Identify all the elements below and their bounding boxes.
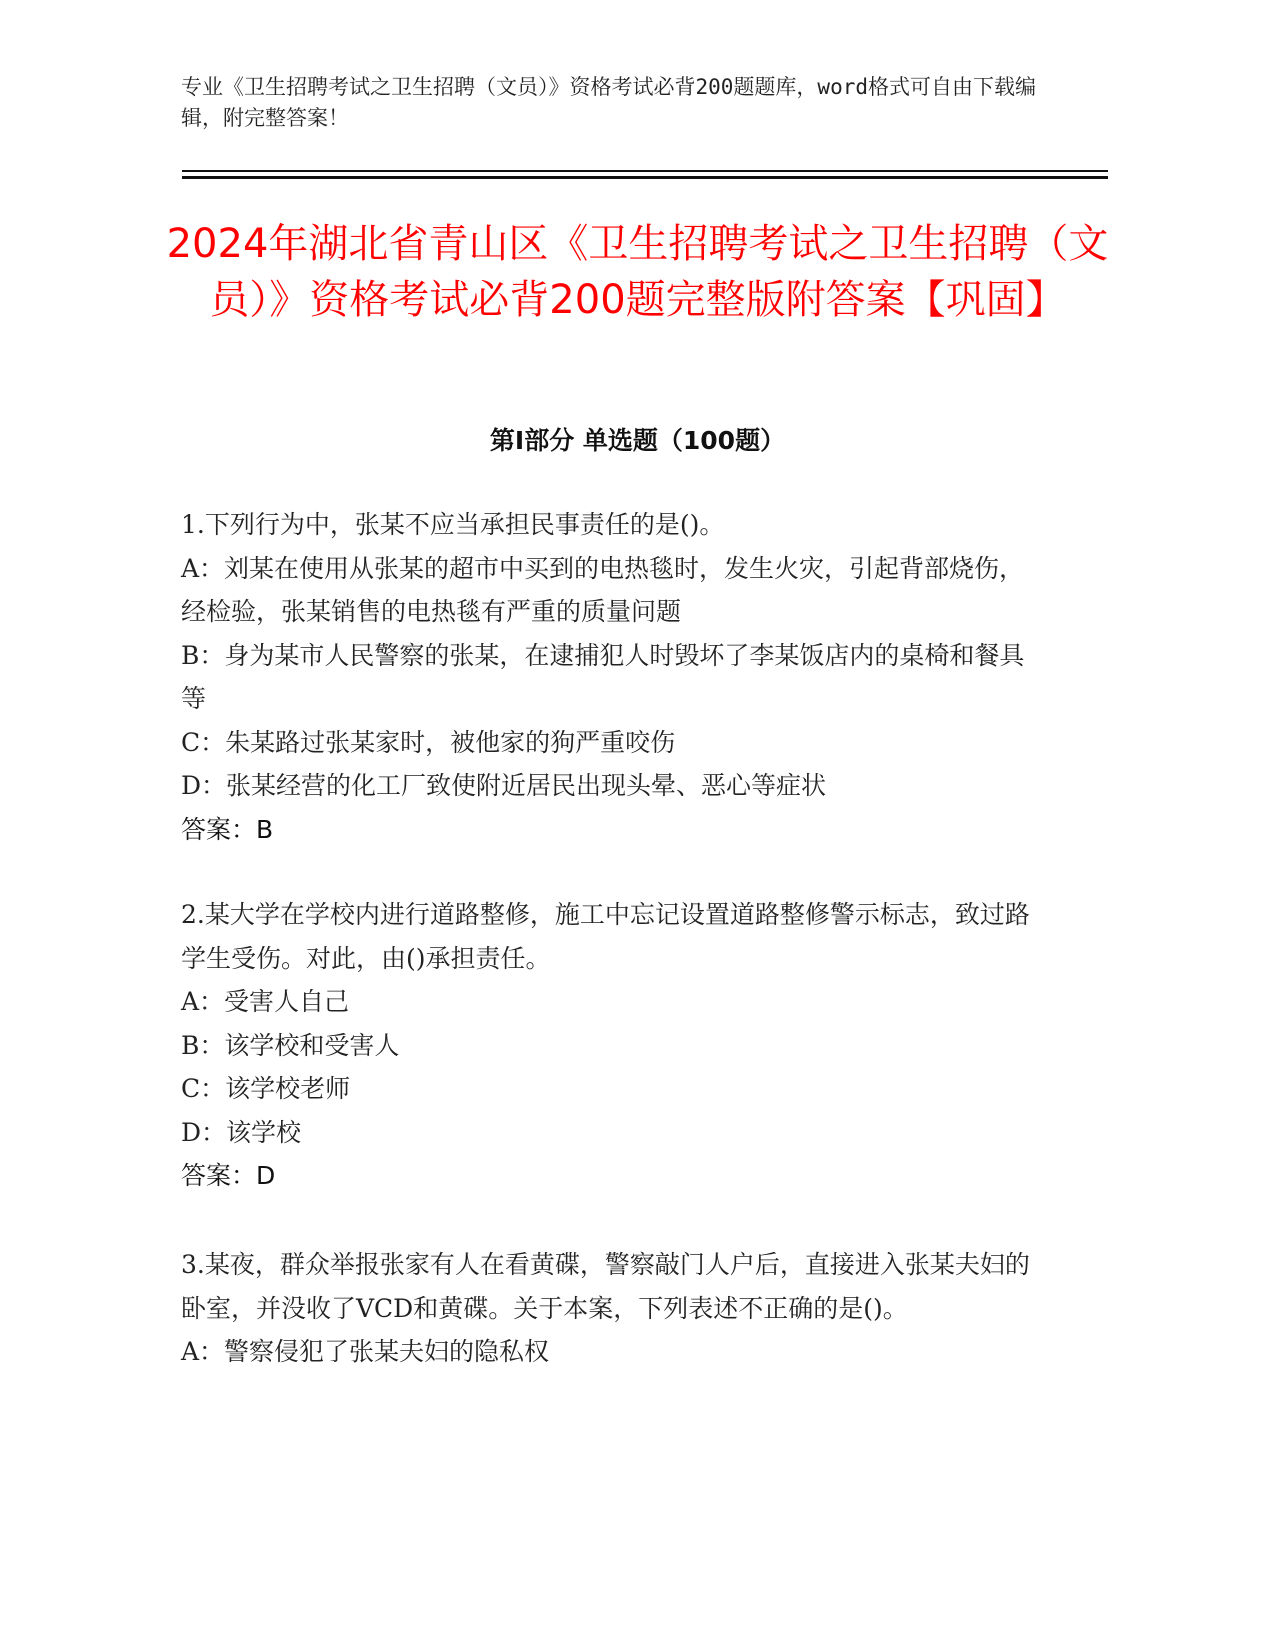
answer: 答案：B	[181, 814, 274, 844]
question-stem: 3.某夜，群众举报张家有人在看黄碟，警察敲门人户后，直接进入张某夫妇的卧室，并没收了VCD和黄碟。关于本案，下列表述不正确的是()。	[181, 1250, 1030, 1323]
question-3	[181, 1243, 1041, 1374]
option-b: B：该学校和受害人	[181, 1030, 400, 1060]
question-1	[181, 503, 1041, 851]
question-stem: 2.某大学在学校内进行道路整修，施工中忘记设置道路整修警示标志，致过路学生受伤。对此，由()承担责任。	[181, 900, 1030, 973]
answer: 答案：D	[181, 1161, 276, 1190]
section-title: 第Ⅰ部分 单选题（100题）	[489, 426, 786, 455]
option-a: A：受害人自己	[181, 987, 350, 1016]
option-a: A：警察侵犯了张某夫妇的隐私权	[181, 1337, 550, 1366]
option-d: D：张某经营的化工厂致使附近居民出现头晕、恶心等症状	[181, 771, 827, 800]
header-divider-thick	[182, 176, 1108, 179]
option-a: A：刘某在使用从张某的超市中买到的电热毯时，发生火灾，引起背部烧伤，经检验，张某销售的电热毯有严重的质量问题	[181, 553, 1025, 626]
question-stem: 1.下列行为中，张某不应当承担民事责任的是()。	[181, 510, 725, 539]
option-c: C：朱某路过张某家时，被他家的狗严重咬伤	[181, 727, 676, 757]
option-b: B：身为某市人民警察的张某，在逮捕犯人时毁坏了李某饭店内的桌椅和餐具等	[181, 640, 1025, 713]
option-c: C：该学校老师	[181, 1074, 351, 1103]
document-title: 2024年湖北省青山区《卫生招聘考试之卫生招聘（文员）》资格考试必背200题完整版附答案【巩固】	[166, 221, 1109, 323]
option-d: D：该学校	[181, 1117, 302, 1147]
header-divider-thin	[182, 170, 1108, 172]
question-2	[181, 893, 1041, 1198]
header-note: 专业《卫生招聘考试之卫生招聘（文员）》资格考试必背200题题库，word格式可自由下载编辑，附完整答案！	[181, 75, 1036, 130]
